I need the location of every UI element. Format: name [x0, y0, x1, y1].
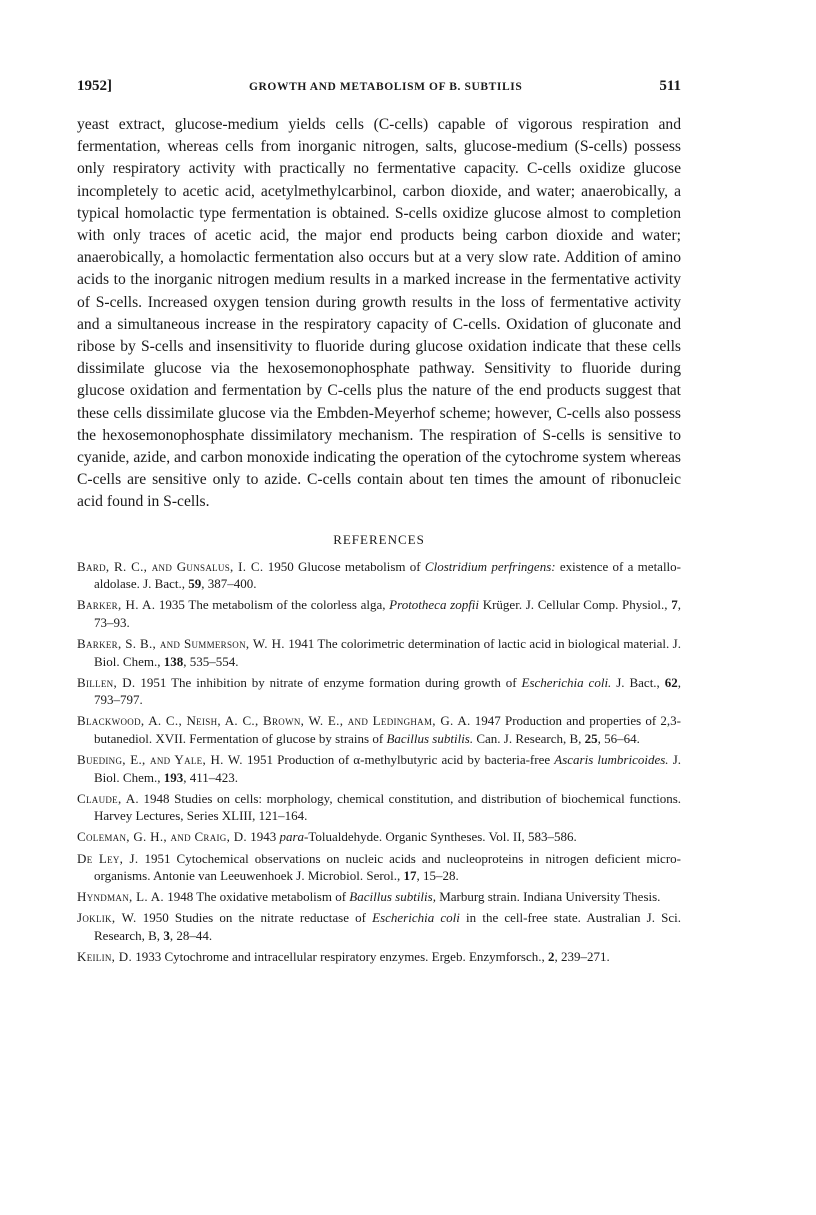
reference-item	[77, 751, 681, 786]
reference-item	[77, 888, 681, 906]
page-number: 511	[659, 78, 681, 94]
reference-text: 1947 Production and properties of 2,3-butanediol. XVII. Fermentation of glucose by strains of	[94, 713, 681, 746]
reference-italic: Escherichia coli	[372, 910, 460, 926]
reference-text: 1935 The metabolism of the colorless alga,	[155, 597, 390, 613]
reference-authors: Billen, D.	[77, 674, 136, 690]
reference-authors: Bueding, E., and Yale, H. W.	[77, 752, 243, 768]
reference-text: 1950 Studies on the nitrate reductase of	[136, 910, 373, 926]
reference-pages: , 73–93.	[94, 597, 681, 630]
reference-item	[77, 790, 681, 825]
references-heading: REFERENCES	[333, 531, 425, 547]
reference-italic: Bacillus subtilis.	[386, 731, 474, 746]
running-title: GROWTH AND METABOLISM OF B. SUBTILIS	[248, 81, 523, 93]
reference-pages: , 411–423.	[183, 769, 238, 785]
reference-text: J. Bact.,	[611, 674, 665, 690]
reference-text: 1933 Cytochrome and intracellular respiratory enzymes. Ergeb. Enzymforsch.,	[132, 949, 549, 965]
reference-italic: para	[279, 829, 305, 845]
reference-authors: Joklik, W.	[77, 910, 137, 926]
reference-pages: , 535–554.	[183, 653, 239, 669]
reference-text: 1941 The colorimetric determination of lactic acid in biological material. J. Biol. Chem.,	[94, 636, 681, 669]
reference-text: 1948 Studies on cells: morphology, chemical constitution, and distribution of biochemical functions. Harvey Lectures, Series XLIII, 121–164.	[94, 790, 681, 824]
reference-volume: 17	[403, 868, 417, 884]
reference-text: -Tolualdehyde. Organic Syntheses. Vol. II, 583–586.	[304, 829, 577, 845]
reference-item	[77, 948, 681, 966]
reference-volume: 7	[671, 597, 678, 613]
reference-authors: Barker, S. B., and Summerson, W. H.	[77, 636, 285, 652]
reference-text: 1951 Cytochemical observations on nucleic acids and nucleoproteins in nitrogen deficient micro-organisms. Antonie van Leeuwenhoek J. Microbiol. Serol.,	[94, 850, 681, 884]
reference-italic: Bacillus subtilis,	[349, 889, 436, 905]
reference-text: Krüger. J. Cellular Comp. Physiol.,	[479, 597, 672, 613]
reference-text: 1948 The oxidative metabolism of	[163, 889, 350, 905]
reference-text: existence of a metallo-aldolase. J. Bact.,	[94, 558, 682, 592]
reference-text: in the cell-free state. Australian J. Sci. Research, B,	[94, 910, 681, 943]
reference-text: J. Biol. Chem.,	[94, 752, 681, 785]
reference-item	[77, 712, 681, 747]
reference-authors: Hyndman, L. A.	[77, 889, 164, 905]
reference-item	[77, 635, 681, 670]
reference-authors: Bard, R. C., and Gunsalus, I. C.	[77, 558, 264, 574]
reference-pages: , 239–271.	[554, 949, 610, 965]
reference-text: 1951 Production of α-methylbutyric acid by bacteria-free	[242, 752, 555, 768]
reference-authors: Barker, H. A.	[77, 597, 156, 613]
reference-authors: De Ley, J.	[77, 850, 139, 866]
page-header	[77, 78, 681, 102]
reference-authors: Blackwood, A. C., Neish, A. C., Brown, W. E., and Ledingham, G. A.	[77, 713, 471, 729]
page	[77, 78, 681, 969]
reference-text: 1943	[246, 829, 280, 845]
reference-italic: Clostridium perfringens:	[424, 558, 556, 574]
reference-item	[77, 558, 681, 593]
reference-pages: , 28–44.	[169, 927, 213, 943]
reference-italic: Escherichia coli.	[521, 674, 612, 690]
reference-list	[77, 558, 681, 966]
reference-item	[77, 909, 681, 944]
reference-text: 1950 Glucose metabolism of	[263, 558, 425, 574]
reference-text: Can. J. Research, B,	[473, 731, 585, 746]
reference-volume: 59	[188, 576, 202, 592]
reference-item	[77, 828, 681, 846]
reference-italic: Prototheca zopfii	[389, 597, 480, 613]
reference-pages: , 15–28.	[416, 868, 459, 884]
reference-item	[77, 596, 681, 631]
reference-item	[77, 850, 681, 885]
reference-authors: Coleman, G. H., and Craig, D.	[77, 829, 247, 845]
reference-text: 1951 The inhibition by nitrate of enzyme formation during growth of	[135, 674, 522, 690]
reference-authors: Keilin, D.	[77, 949, 133, 965]
reference-volume: 138	[163, 653, 184, 669]
reference-volume: 62	[664, 674, 678, 690]
reference-authors: Claude, A.	[77, 790, 139, 806]
reference-volume: 3	[163, 927, 170, 943]
reference-item	[77, 674, 681, 709]
reference-pages: , 793–797.	[94, 674, 681, 708]
reference-volume: 2	[548, 949, 555, 965]
reference-volume: 25	[584, 731, 598, 746]
header-year: 1952]	[77, 78, 112, 94]
reference-pages: , 56–64.	[597, 731, 640, 746]
reference-volume: 193	[163, 769, 184, 785]
reference-text: Marburg strain. Indiana University Thesis.	[435, 889, 661, 905]
reference-italic: Ascaris lumbricoides.	[554, 752, 669, 768]
summary-paragraph: yeast extract, glucose-medium yields cells (C-cells) capable of vigorous respiration and fermentation, whereas cells from inorganic nitrogen, salts, glucose-medium (S-cells) possess only respiratory activity with practically no fermentative capacity. C-cells oxidize glucose incompletely to acetic acid, acetylmethylcarbinol, carbon dioxide, and water; anaerobically, a typical homolactic type fermentation is obtained. S-cells oxidize glucose almost to completion with only traces of acetic acid, the major end products being carbon dioxide and water; anaerobically, a homolactic fermentation also occurs but at a very slow rate. Addition of amino acids to the inorganic nitrogen medium results in a marked increase in the fermentative activity of S-cells. Increased oxygen tension during growth results in the loss of fermentative activity and a simultaneous increase in the respiratory capacity of C-cells. Oxidation of gluconate and ribose by S-cells and insensitivity to fluoride during glucose oxidation indicate that these cells dissimilate glucose via the hexosemonophosphate pathway. Sensitivity to fluoride during glucose oxidation and fermentation by C-cells plus the nature of the end products suggest that these cells dissimilate glucose via the Embden-Meyerhof scheme; however, C-cells also possess the hexosemonophosphate dissimilatory mechanism. The respiration of S-cells is sensitive to cyanide, azide, and carbon monoxide indicating the operation of the cytochrome system whereas C-cells are sensitive only to azide. C-cells contain about ten times the amount of ribonucleic acid found in S-cells.	[77, 116, 681, 511]
reference-pages: , 387–400.	[201, 576, 257, 592]
